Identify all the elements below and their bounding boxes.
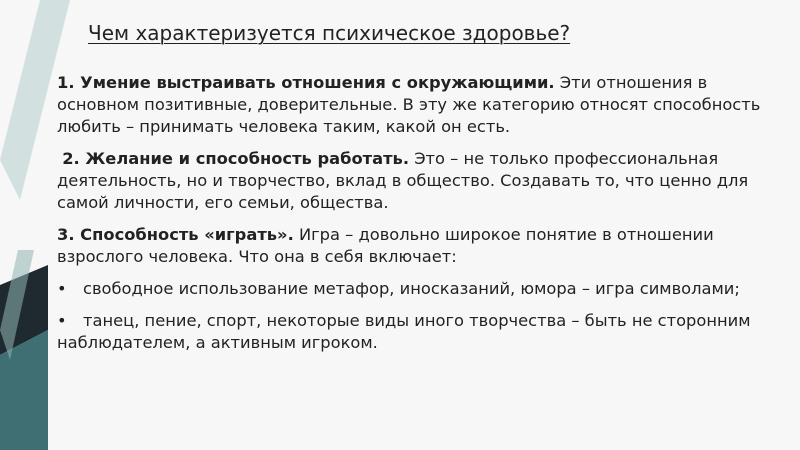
item-1 (57, 72, 777, 138)
bullet-item-2 (57, 310, 777, 354)
bullet-item-1 (57, 278, 777, 300)
bullet-dot-icon: • (57, 311, 67, 330)
slide-body (57, 72, 777, 364)
item-2-heading: 2. Желание и способность работать. (62, 149, 410, 168)
bullet-1-text: свободное использование метафор, иносказаний, юмора – игра символами; (83, 279, 740, 298)
item-3 (57, 224, 777, 268)
bullet-2-text: танец, пение, спорт, некоторые виды иного творчества – быть не сторонним наблюдателем, а активным игроком. (57, 311, 751, 352)
item-1-text: Эти отношения в основном позитивные, доверительные. В эту же категорию относят способность любить – принимать человека таким, какой он есть. (57, 73, 761, 136)
item-3-heading: 3. Способность «играть». (57, 225, 294, 244)
item-3-text: Игра – довольно широкое понятие в отношении взрослого человека. Что она в себя включает: (57, 225, 714, 266)
item-1-heading: 1. Умение выстраивать отношения с окружающими. (57, 73, 555, 92)
item-2-text: Это – не только профессиональная деятельность, но и творчество, вклад в общество. Создавать то, что ценно для самой личности, его семьи, общества. (57, 149, 749, 212)
slide-title: Чем характеризуется психическое здоровье? (88, 21, 571, 45)
bullet-dot-icon: • (57, 279, 67, 298)
item-2 (57, 148, 777, 214)
